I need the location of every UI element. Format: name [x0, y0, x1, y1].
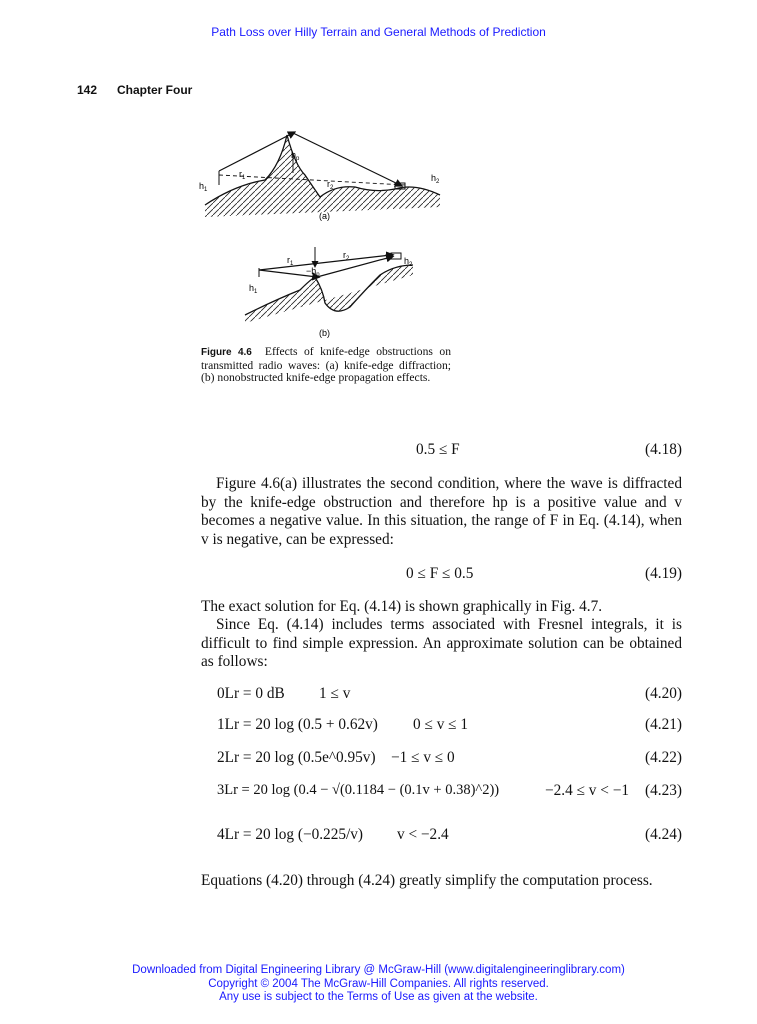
- figure-caption-text: Effects of knife-edge obstructions on transmitted radio waves: (a) knife-edge diffraction; (b) nonobstructed knife-edge propagation effects.: [201, 345, 451, 384]
- paragraph-3: Since Eq. (4.14) includes terms associated with Fresnel integrals, it is difficult to find simple expression. An approximate solution can be obtained as follows:: [201, 616, 682, 670]
- equation-number: (4.21): [645, 716, 682, 733]
- equation-lhs: 1Lr = 20 log (0.5 + 0.62v): [217, 716, 378, 733]
- equation-number: (4.24): [645, 826, 682, 843]
- equation-lhs: 0Lr = 0 dB: [217, 685, 285, 702]
- equation-number: (4.20): [645, 685, 682, 702]
- equation-condition: v < −2.4: [397, 826, 449, 843]
- figure-panel-b: [245, 247, 413, 338]
- figure-panel-a-label: (a): [319, 211, 330, 221]
- footer: [0, 964, 757, 1005]
- figure-label-r1-b: $r_1$: [287, 255, 294, 267]
- figure-label-r1-a: $r_1$: [239, 169, 246, 181]
- figure-panel-a: [199, 133, 440, 221]
- footer-terms: Any use is subject to the Terms of Use as given at the website.: [219, 991, 538, 1003]
- figure-label-hp-a: $h_p$: [291, 150, 300, 162]
- figure-label-h2-a: $h_2$: [431, 173, 440, 185]
- equation-expression: 0.5 ≤ F: [416, 441, 460, 458]
- figure-4-6: [195, 125, 460, 347]
- footer-copyright: Copyright © 2004 The McGraw-Hill Companies. All rights reserved.: [208, 977, 549, 990]
- equation-4-23: [201, 782, 682, 802]
- figure-label-h2-b: $h_2$: [404, 256, 413, 268]
- equation-condition: 1 ≤ v: [319, 685, 351, 702]
- equation-4-24: [201, 826, 682, 846]
- figure-label-h1-b: $h_1$: [249, 283, 258, 295]
- equation-number: (4.23): [645, 782, 682, 799]
- equation-4-19: [201, 565, 682, 585]
- figure-panel-b-label: (b): [319, 328, 330, 338]
- equation-lhs: 3Lr = 20 log (0.4 − √(0.1184 − (0.1v + 0.38)^2)): [217, 782, 500, 798]
- figure-label-r2-a: $r_2$: [327, 179, 334, 191]
- figure-label-h1-a: $h_1$: [199, 181, 208, 193]
- equation-number: (4.22): [645, 749, 682, 766]
- figure-caption-label: Figure 4.6: [201, 347, 252, 358]
- paragraph-1: Figure 4.6(a) illustrates the second condition, where the wave is diffracted by the knife-edge obstruction and therefore hp is a positive value and v becomes a negative value. In this situation, the range of F in Eq. (4.14), when v is negative, can be expressed:: [201, 475, 682, 548]
- equation-number: (4.18): [645, 441, 682, 458]
- equation-condition: −1 ≤ v ≤ 0: [391, 749, 455, 766]
- paragraph-2: The exact solution for Eq. (4.14) is shown graphically in Fig. 4.7.: [201, 598, 603, 615]
- equation-expression: 0 ≤ F ≤ 0.5: [406, 565, 474, 582]
- footer-download-link[interactable]: Downloaded from Digital Engineering Library @ McGraw-Hill (www.digitalengineeringlibrary.com): [132, 964, 625, 976]
- equation-4-18: [201, 441, 682, 461]
- chapter-title: Chapter Four: [117, 83, 193, 97]
- page-number: 142: [77, 83, 98, 97]
- equation-condition: −2.4 ≤ v < −1: [545, 782, 629, 799]
- equation-4-22: [201, 749, 682, 769]
- equation-4-21: [201, 716, 682, 736]
- figure-caption: [201, 346, 451, 385]
- equation-lhs: 4Lr = 20 log (−0.225/v): [217, 826, 363, 843]
- running-header: Path Loss over Hilly Terrain and General Methods of Prediction: [211, 25, 546, 39]
- equation-number: (4.19): [645, 565, 682, 582]
- equation-condition: 0 ≤ v ≤ 1: [413, 716, 469, 733]
- figure-label-r2-b: $r_2$: [343, 250, 350, 262]
- equation-lhs: 2Lr = 20 log (0.5e^0.95v): [217, 749, 376, 766]
- paragraph-4: Equations (4.20) through (4.24) greatly simplify the computation process.: [201, 872, 653, 889]
- equation-4-20: [201, 685, 682, 705]
- figure-label-hp-b: $-h_p$: [306, 266, 320, 278]
